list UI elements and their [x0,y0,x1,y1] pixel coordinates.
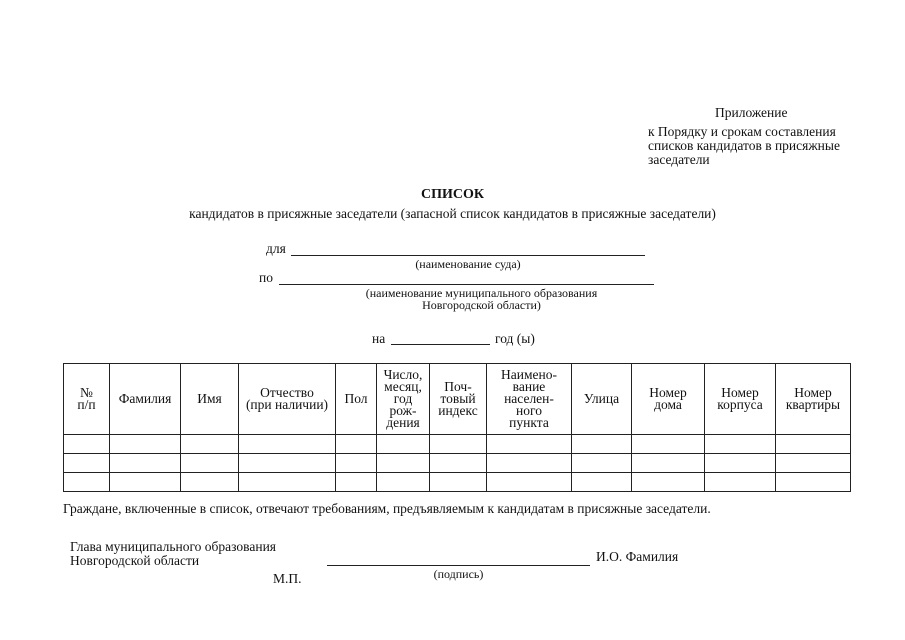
table-cell[interactable] [705,454,776,473]
table-cell[interactable] [181,473,239,492]
signatory-role-line-1: Глава муниципального образования [70,539,277,554]
col-header-apartment: Номер квартиры [776,364,851,435]
table-cell[interactable] [64,435,110,454]
table-cell[interactable] [487,435,572,454]
appendix-line-2: списков кандидатов в присяжные [648,138,840,153]
eligibility-statement: Граждане, включенные в список, отвечают требованиям, предъявляемым к кандидатам в присяжные заседатели. [63,501,711,516]
col-header-building: Номер корпуса [705,364,776,435]
candidates-table [63,363,851,492]
table-header-row [64,364,851,435]
signature-caption: (подпись) [433,567,484,581]
table-cell[interactable] [239,473,336,492]
signatory-name: И.О. Фамилия [596,549,679,564]
table-cell[interactable] [336,435,377,454]
table-cell[interactable] [64,473,110,492]
col-header-name: Имя [181,364,239,435]
table-cell[interactable] [632,473,705,492]
table-cell[interactable] [377,473,430,492]
page-subtitle: кандидатов в присяжные заседатели (запасной список кандидатов в присяжные заседатели) [189,206,716,221]
table-cell[interactable] [239,435,336,454]
col-header-postcode: Поч- товый индекс [430,364,487,435]
table-cell[interactable] [336,454,377,473]
col-header-surname: Фамилия [110,364,181,435]
table-cell[interactable] [110,473,181,492]
col-header-number: № п/п [64,364,110,435]
year-label: год (ы) [495,331,535,346]
table-cell[interactable] [705,473,776,492]
col-header-street: Улица [572,364,632,435]
by-label: по [259,270,273,285]
table-cell[interactable] [64,454,110,473]
on-label: на [372,331,386,346]
table-cell[interactable] [430,473,487,492]
court-name-line[interactable] [291,255,645,256]
table-cell[interactable] [377,454,430,473]
municipal-name-line[interactable] [279,284,654,285]
table-cell[interactable] [110,435,181,454]
page-title: СПИСОК [420,187,485,202]
table-row [64,454,851,473]
table-cell[interactable] [487,454,572,473]
table-cell[interactable] [239,454,336,473]
year-line[interactable] [391,344,490,345]
table-cell[interactable] [430,454,487,473]
signature-line[interactable] [327,565,590,566]
table-cell[interactable] [487,473,572,492]
appendix-line-1: к Порядку и срокам составления [648,124,836,139]
table-cell[interactable] [572,473,632,492]
court-caption: (наименование суда) [415,257,521,271]
col-header-patronymic: Отчество (при наличии) [239,364,336,435]
signatory-role-line-2: Новгородской области [70,553,200,568]
table-cell[interactable] [632,435,705,454]
municipal-caption-1: (наименование муниципального образования [365,286,598,300]
table-cell[interactable] [572,435,632,454]
table-cell[interactable] [632,454,705,473]
table-cell[interactable] [776,454,851,473]
table-cell[interactable] [705,435,776,454]
table-cell[interactable] [181,435,239,454]
for-label: для [266,241,286,256]
table-cell[interactable] [336,473,377,492]
col-header-locality: Наимено- вание населен- ного пункта [487,364,572,435]
appendix-line-3: заседатели [648,152,710,167]
appendix-title: Приложение [715,105,788,120]
table-row [64,473,851,492]
table-row [64,435,851,454]
signatory-role [70,540,276,568]
appendix-text [648,125,888,167]
seal-label: М.П. [273,571,302,586]
municipal-caption-2: Новгородской области) [422,298,541,312]
col-header-sex: Пол [336,364,377,435]
table-cell[interactable] [776,473,851,492]
col-header-birthdate: Число, месяц, год рож- дения [377,364,430,435]
table-cell[interactable] [776,435,851,454]
col-header-house: Номер дома [632,364,705,435]
table-cell[interactable] [572,454,632,473]
table-cell[interactable] [181,454,239,473]
table-cell[interactable] [377,435,430,454]
table-cell[interactable] [430,435,487,454]
table-cell[interactable] [110,454,181,473]
